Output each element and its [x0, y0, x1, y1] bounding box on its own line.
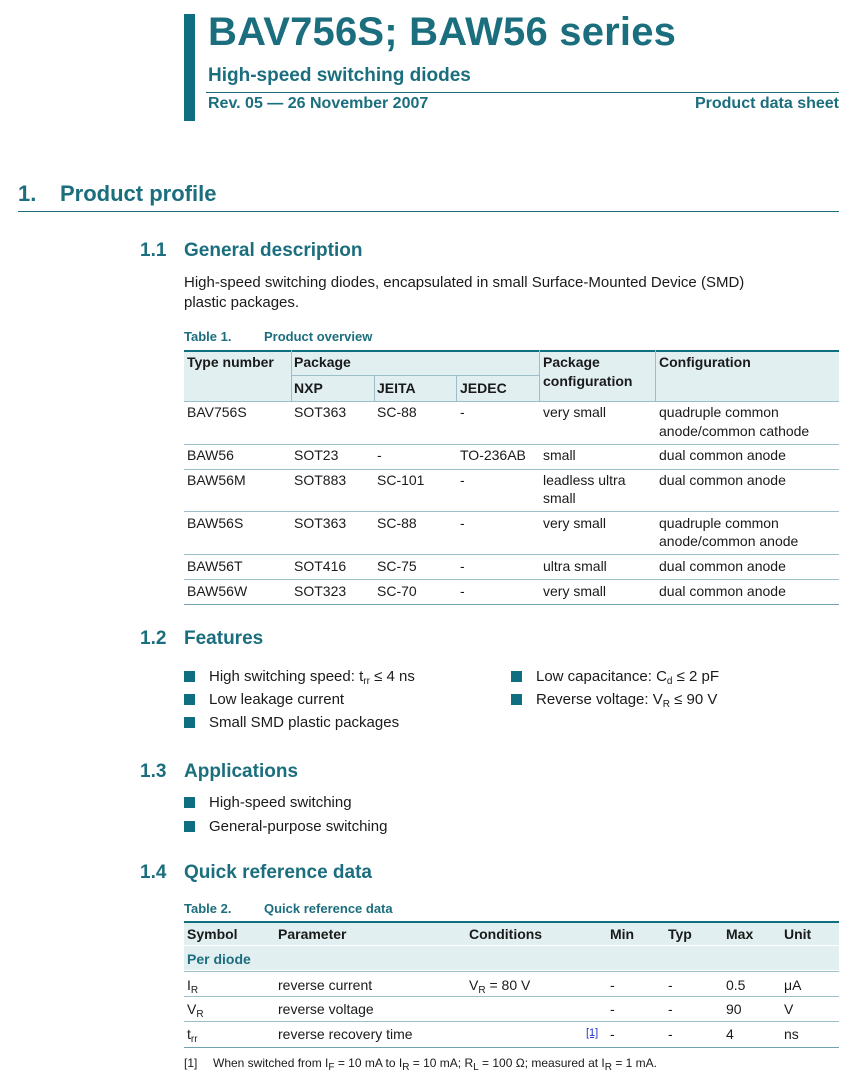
cell-package-configuration: very small	[543, 515, 607, 531]
cell-conditions	[469, 976, 530, 994]
subsection-number: 1.4	[140, 862, 167, 883]
revision-info: Rev. 05 — 26 November 2007	[208, 95, 429, 112]
subsection-heading-applications	[140, 761, 298, 783]
row-rule	[184, 444, 839, 445]
cell-nxp: SOT363	[294, 404, 347, 420]
header-accent-bar	[184, 14, 195, 121]
table-top-rule	[184, 350, 839, 352]
cell-jeita: SC-75	[377, 558, 417, 574]
row-rule	[184, 469, 839, 470]
cell-nxp: SOT23	[294, 447, 339, 463]
cell-jedec: -	[460, 404, 465, 420]
table-number: Table 2.	[184, 901, 232, 916]
header-divider	[206, 92, 839, 93]
column-header-type-number: Type number	[187, 354, 274, 370]
cell-type-number: BAW56S	[187, 515, 244, 531]
section-divider	[18, 211, 839, 212]
cell-symbol	[187, 1025, 198, 1043]
condition-text: = 80 V	[485, 977, 531, 993]
section-title: Product profile	[60, 181, 217, 206]
column-header-parameter: Parameter	[278, 926, 347, 942]
cell-nxp: SOT363	[294, 515, 347, 531]
column-header-unit: Unit	[784, 926, 812, 942]
application-item	[184, 793, 352, 813]
footnote-text: = 1 mA.	[611, 1056, 658, 1070]
column-header-jedec: JEDEC	[460, 380, 507, 396]
column-header-package: Package	[294, 354, 351, 370]
cell-package-configuration: leadless ultra	[543, 472, 626, 488]
feature-text: High switching speed: t	[209, 668, 364, 685]
row-rule	[184, 1021, 839, 1022]
cell-jeita: SC-70	[377, 583, 417, 599]
cell-type-number: BAW56W	[187, 583, 248, 599]
group-row-background	[184, 946, 839, 970]
feature-text: ≤ 90 V	[669, 691, 718, 708]
cell-type-number: BAW56M	[187, 472, 246, 488]
subscript: R	[478, 985, 486, 996]
subsection-number: 1.3	[140, 761, 167, 782]
cell-typ: -	[668, 1001, 673, 1017]
subsection-heading-features	[140, 628, 263, 650]
cell-configuration: dual common anode	[659, 558, 786, 574]
column-header-conditions: Conditions	[469, 926, 543, 942]
bullet-square-icon	[184, 821, 195, 832]
cell-jedec: -	[460, 472, 465, 488]
subscript: R	[604, 1062, 612, 1073]
column-header-package-configuration: configuration	[543, 373, 633, 389]
cell-max: 4	[726, 1026, 734, 1042]
subsection-number: 1.1	[140, 240, 167, 261]
column-header-configuration: Configuration	[659, 354, 751, 370]
subscript: R	[402, 1062, 410, 1073]
row-rule	[184, 401, 839, 402]
feature-item	[184, 667, 415, 687]
cell-max: 0.5	[726, 977, 746, 993]
bullet-square-icon	[511, 694, 522, 705]
application-text: General-purpose switching	[209, 818, 388, 835]
cell-package-configuration: ultra small	[543, 558, 607, 574]
column-header-jeita: JEITA	[377, 380, 416, 396]
subsection-title: General description	[184, 240, 363, 261]
table-caption-text: Quick reference data	[264, 901, 393, 916]
row-rule	[184, 996, 839, 997]
table1-caption	[184, 329, 372, 344]
subscript: F	[328, 1062, 335, 1073]
column-header-max: Max	[726, 926, 754, 942]
column-header-package-configuration: Package	[543, 354, 600, 370]
cell-package-configuration: small	[543, 490, 576, 506]
cell-typ: -	[668, 977, 673, 993]
application-item	[184, 817, 387, 837]
cell-jeita: -	[377, 447, 382, 463]
footnote-text: = 10 mA; R	[409, 1056, 474, 1070]
subscript: rr	[363, 676, 370, 687]
feature-item	[511, 690, 717, 710]
cell-parameter: reverse voltage	[278, 1001, 374, 1017]
feature-item	[184, 690, 344, 710]
cell-parameter: reverse recovery time	[278, 1026, 413, 1042]
table-footnote	[184, 1056, 658, 1073]
symbol-text: V	[187, 1001, 197, 1017]
cell-jeita: SC-101	[377, 472, 425, 488]
feature-text: ≤ 2 pF	[672, 668, 720, 685]
cell-jeita: SC-88	[377, 515, 417, 531]
cell-unit: ns	[784, 1026, 799, 1042]
subsection-number: 1.2	[140, 628, 167, 649]
cell-jedec: -	[460, 583, 465, 599]
bullet-square-icon	[511, 671, 522, 682]
document-title: BAV756S; BAW56 series	[208, 10, 677, 54]
description-line: plastic packages.	[184, 294, 300, 311]
bullet-square-icon	[184, 797, 195, 808]
document-subtitle: High-speed switching diodes	[208, 65, 471, 86]
application-text: High-speed switching	[209, 794, 352, 811]
cell-jedec: TO-236AB	[460, 447, 526, 463]
cell-min: -	[610, 1001, 615, 1017]
cell-configuration: quadruple common	[659, 515, 779, 531]
footnote-text: = 100 Ω; measured at I	[478, 1056, 605, 1070]
symbol-text: I	[187, 977, 191, 993]
cell-package-configuration: very small	[543, 583, 607, 599]
footnote-reference-link[interactable]: [1]	[586, 1027, 599, 1039]
subsection-title: Features	[184, 628, 264, 649]
group-label-per-diode: Per diode	[187, 951, 251, 967]
table-bottom-rule	[184, 1047, 839, 1048]
cell-symbol	[187, 976, 198, 994]
row-rule	[184, 554, 839, 555]
row-rule	[184, 511, 839, 512]
cell-configuration: dual common anode	[659, 583, 786, 599]
table2-caption	[184, 901, 393, 916]
subscript: R	[196, 1009, 204, 1020]
bullet-square-icon	[184, 717, 195, 728]
subsection-title: Quick reference data	[184, 862, 372, 883]
cell-type-number: BAW56T	[187, 558, 243, 574]
cell-unit: μA	[784, 977, 802, 993]
column-divider	[655, 350, 656, 401]
cell-package-configuration: small	[543, 447, 576, 463]
table-caption-text: Product overview	[264, 329, 373, 344]
cell-nxp: SOT323	[294, 583, 347, 599]
cell-configuration: anode/common anode	[659, 533, 799, 549]
cell-min: -	[610, 977, 615, 993]
subsection-heading-quick-reference-data	[140, 862, 372, 884]
document-type: Product data sheet	[694, 95, 839, 112]
column-divider	[374, 376, 375, 401]
cell-jedec: -	[460, 558, 465, 574]
feature-text: ≤ 4 ns	[369, 668, 415, 685]
section-number: 1.	[18, 181, 37, 206]
table-bottom-rule	[184, 604, 839, 605]
cell-max: 90	[726, 1001, 742, 1017]
column-divider	[291, 350, 292, 401]
cell-nxp: SOT883	[294, 472, 347, 488]
row-rule	[184, 971, 839, 972]
footnote-number: [1]	[184, 1056, 198, 1070]
column-divider	[456, 376, 457, 401]
header-subrule	[291, 375, 539, 376]
bullet-square-icon	[184, 671, 195, 682]
table-number: Table 1.	[184, 329, 232, 344]
cell-jeita: SC-88	[377, 404, 417, 420]
general-description-text	[184, 273, 744, 313]
cell-configuration: dual common anode	[659, 472, 786, 488]
cell-configuration: anode/common cathode	[659, 423, 810, 439]
column-header-typ: Typ	[668, 926, 692, 942]
subsection-title: Applications	[184, 761, 299, 782]
feature-item	[184, 713, 399, 733]
cell-nxp: SOT416	[294, 558, 347, 574]
column-header-min: Min	[610, 926, 635, 942]
cell-parameter: reverse current	[278, 977, 373, 993]
subscript: R	[190, 985, 199, 996]
cell-package-configuration: very small	[543, 404, 607, 420]
section-heading-product-profile	[18, 181, 216, 207]
symbol-text: t	[187, 1026, 191, 1042]
column-header-nxp: NXP	[294, 380, 323, 396]
cell-configuration: dual common anode	[659, 447, 786, 463]
cell-jedec: -	[460, 515, 465, 531]
subsection-heading-general-description	[140, 240, 362, 262]
feature-text: Small SMD plastic packages	[209, 714, 400, 731]
footnote-text: = 10 mA to I	[334, 1056, 403, 1070]
footnote-text: When switched from I	[213, 1056, 329, 1070]
cell-unit: V	[784, 1001, 794, 1017]
bullet-square-icon	[184, 694, 195, 705]
condition-text: V	[469, 977, 479, 993]
cell-symbol	[187, 1000, 204, 1018]
subscript: rr	[190, 1034, 198, 1045]
table-top-rule	[184, 921, 839, 923]
subscript: L	[473, 1062, 479, 1073]
subscript: R	[662, 699, 670, 710]
description-line: High-speed switching diodes, encapsulated in small Surface-Mounted Device (SMD)	[184, 274, 745, 291]
feature-text: Low leakage current	[209, 691, 345, 708]
feature-item	[511, 667, 719, 687]
row-rule	[184, 579, 839, 580]
cell-type-number: BAV756S	[187, 404, 247, 420]
cell-typ: -	[668, 1026, 673, 1042]
cell-type-number: BAW56	[187, 447, 234, 463]
column-divider	[539, 350, 540, 401]
column-header-symbol: Symbol	[187, 926, 238, 942]
cell-configuration: quadruple common	[659, 404, 779, 420]
feature-text: Reverse voltage: V	[536, 691, 663, 708]
subscript: d	[666, 676, 673, 687]
feature-text: Low capacitance: C	[536, 668, 667, 685]
cell-min: -	[610, 1026, 615, 1042]
